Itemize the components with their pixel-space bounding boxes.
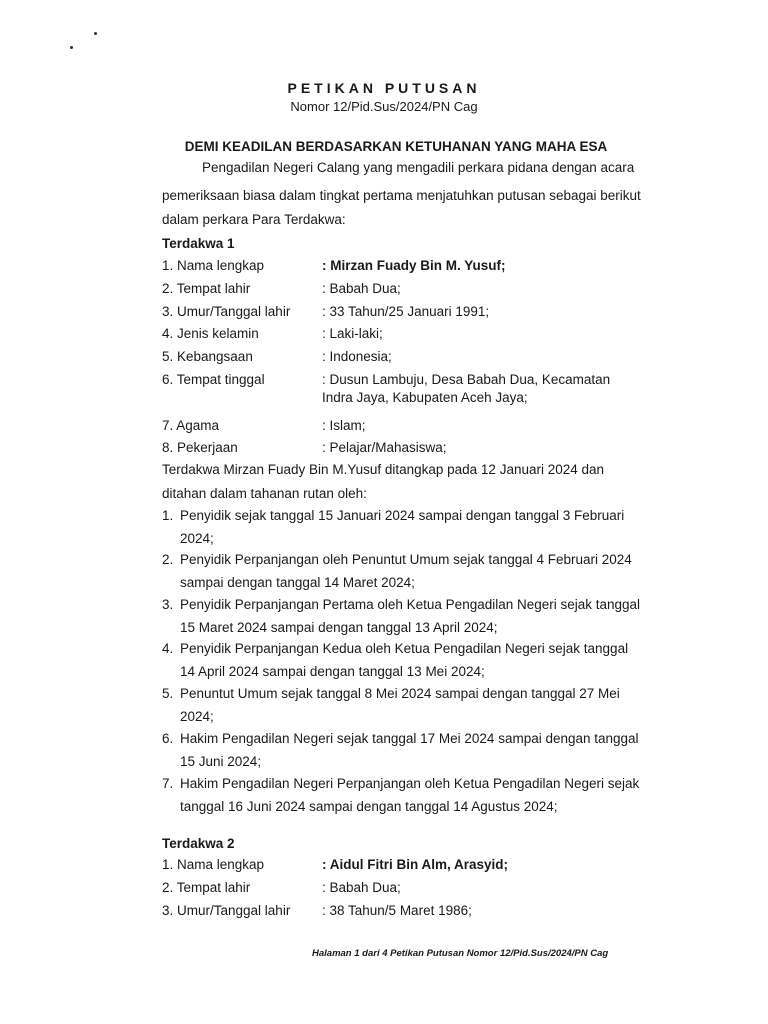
detention-text-line1: Hakim Pengadilan Negeri sejak tanggal 17 Mei 2024 sampai dengan tanggal [180, 731, 639, 746]
intro-line-3: dalam perkara Para Terdakwa: [162, 212, 346, 227]
detention-number: 5. [162, 686, 174, 701]
identity-value: : Aidul Fitri Bin Alm, Arasyid; [322, 857, 509, 872]
detention-number: 4. [162, 641, 174, 656]
detention-number: 2. [162, 552, 174, 567]
identity-label: 1. Nama lengkap [162, 857, 265, 872]
detention-text-line1: Penyidik Perpanjangan Pertama oleh Ketua Pengadilan Negeri sejak tanggal [180, 597, 641, 612]
intro-line-2: pemeriksaan biasa dalam tingkat pertama menjatuhkan putusan sebagai berikut [162, 188, 641, 203]
arrest-line-2: ditahan dalam tahanan rutan oleh: [162, 486, 367, 501]
identity-value: : Mirzan Fuady Bin M. Yusuf; [322, 258, 506, 273]
identity-label: 6. Tempat tinggal [162, 372, 265, 387]
identity-value: : Laki-laki; [322, 326, 383, 341]
scan-speck [70, 46, 73, 49]
detention-number: 1. [162, 508, 174, 523]
detention-number: 6. [162, 731, 174, 746]
identity-label: 2. Tempat lahir [162, 281, 251, 296]
detention-number: 3. [162, 597, 174, 612]
identity-label: 4. Jenis kelamin [162, 326, 259, 341]
identity-label: 7. Agama [162, 418, 220, 433]
identity-label: 2. Tempat lahir [162, 880, 251, 895]
detention-text-line1: Hakim Pengadilan Negeri Perpanjangan oleh Ketua Pengadilan Negeri sejak [180, 776, 640, 791]
identity-value: : Pelajar/Mahasiswa; [322, 440, 447, 455]
identity-value: : 38 Tahun/5 Maret 1986; [322, 903, 472, 918]
page-footer: Halaman 1 dari 4 Petikan Putusan Nomor 12/Pid.Sus/2024/PN Cag [312, 948, 609, 959]
detention-text-line2: 15 Juni 2024; [180, 754, 262, 769]
detention-text-line2: tanggal 16 Juni 2024 sampai dengan tanggal 14 Agustus 2024; [180, 799, 558, 814]
intro-line-1: Pengadilan Negeri Calang yang mengadili perkara pidana dengan acara [202, 160, 635, 175]
identity-value: : Babah Dua; [322, 281, 401, 296]
detention-text-line2: 2024; [180, 531, 214, 546]
detention-text-line2: 14 April 2024 sampai dengan tanggal 13 Mei 2024; [180, 664, 485, 679]
document-title: PETIKAN PUTUSAN [287, 80, 481, 96]
identity-label: 8. Pekerjaan [162, 440, 238, 455]
identity-label: 3. Umur/Tanggal lahir [162, 903, 291, 918]
identity-label: 1. Nama lengkap [162, 258, 265, 273]
identity-label: 3. Umur/Tanggal lahir [162, 304, 291, 319]
address-continuation: Indra Jaya, Kabupaten Aceh Jaya; [322, 390, 528, 405]
detention-text-line1: Penuntut Umum sejak tanggal 8 Mei 2024 sampai dengan tanggal 27 Mei [180, 686, 620, 701]
detention-text-line1: Penyidik sejak tanggal 15 Januari 2024 sampai dengan tanggal 3 Februari [180, 508, 625, 523]
detention-text-line1: Penyidik Perpanjangan Kedua oleh Ketua Pengadilan Negeri sejak tanggal [180, 641, 629, 656]
identity-value: : Babah Dua; [322, 880, 401, 895]
detention-text-line2: 15 Maret 2024 sampai dengan tanggal 13 April 2024; [180, 620, 498, 635]
detention-text-line2: 2024; [180, 709, 214, 724]
terdakwa2-heading: Terdakwa 2 [162, 836, 235, 851]
identity-value: : 33 Tahun/25 Januari 1991; [322, 304, 490, 319]
preamble-heading: DEMI KEADILAN BERDASARKAN KETUHANAN YANG MAHA ESA [184, 139, 608, 154]
identity-value: : Dusun Lambuju, Desa Babah Dua, Kecamatan [322, 372, 611, 387]
case-number: Nomor 12/Pid.Sus/2024/PN Cag [290, 99, 478, 114]
terdakwa1-heading: Terdakwa 1 [162, 236, 235, 251]
arrest-line-1: Terdakwa Mirzan Fuady Bin M.Yusuf ditangkap pada 12 Januari 2024 dan [162, 462, 605, 477]
scan-speck [94, 32, 97, 35]
identity-label: 5. Kebangsaan [162, 349, 253, 364]
detention-text-line2: sampai dengan tanggal 14 Maret 2024; [180, 575, 415, 590]
detention-text-line1: Penyidik Perpanjangan oleh Penuntut Umum sejak tanggal 4 Februari 2024 [180, 552, 632, 567]
identity-value: : Islam; [322, 418, 366, 433]
identity-value: : Indonesia; [322, 349, 392, 364]
detention-number: 7. [162, 776, 174, 791]
